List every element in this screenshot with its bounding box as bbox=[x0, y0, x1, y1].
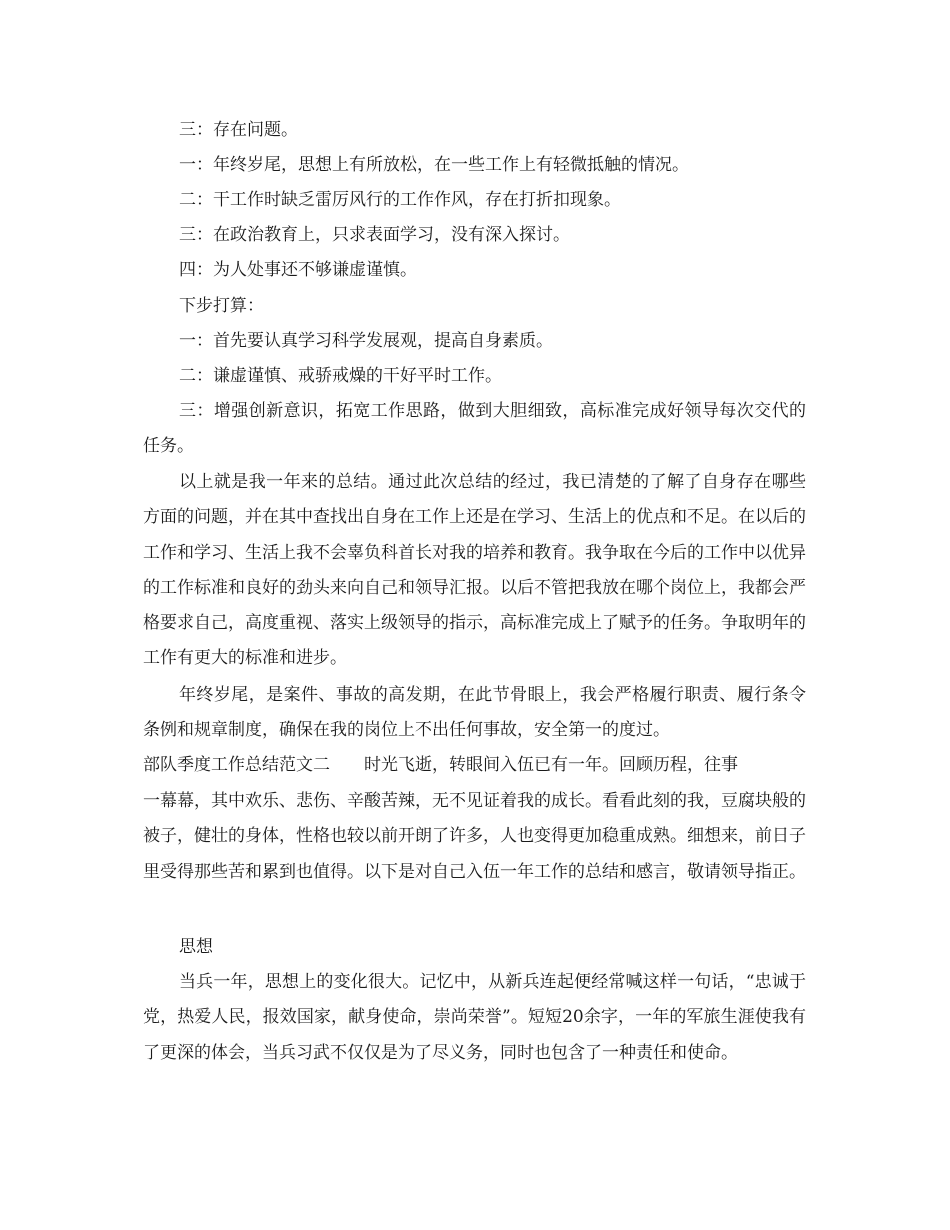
section-heading-problems: 三：存在问题。 bbox=[179, 120, 298, 140]
plan-item-1: 一：首先要认真学习科学发展观，提高自身素质。 bbox=[179, 331, 553, 351]
plan-item-3: 三：增强创新意识，拓宽工作思路，做到大胆细致，高标准完成好领导每次交代的任务。 bbox=[143, 401, 806, 457]
safety-paragraph: 年终岁尾，是案件、事故的高发期，在此节骨眼上，我会严格履行职责、履行条令条例和规章制度，确保在我的岗位上不出任何事故，安全第一的度过。 bbox=[143, 685, 806, 741]
problem-item-4: 四：为人处事还不够谦虚谨慎。 bbox=[179, 260, 417, 280]
summary-paragraph: 以上就是我一年来的总结。通过此次总结的经过，我已清楚的了解了自身存在哪些方面的问题，并在其中查找出自身在工作上还是在学习、生活上的优点和不足。在以后的工作和学习、生活上我不会辜负科首长对我的培养和教育。我争取在今后的工作中以优异的工作标准和良好的劲头来向自己和领导汇报。以后不管把我放在哪个岗位上，我都会严格要求自己，高度重视、落实上级领导的指示，高标准完成上了赋予的任务。争取明年的工作有更大的标准和进步。 bbox=[143, 472, 806, 669]
article-paragraph-1: 一幕幕，其中欢乐、悲伤、辛酸苦辣，无不见证着我的成长。看看此刻的我，豆腐块般的被子，健壮的身体，性格也较以前开朗了许多，人也变得更加稳重成熟。细想来，前日子里受得那些苦和累到也值得。以下是对自己入伍一年工作的总结和感言，敬请领导指正。 bbox=[143, 791, 806, 882]
article-opening: 时光飞逝，转眼间入伍已有一年。回顾历程，往事 bbox=[364, 755, 738, 775]
problem-item-1: 一：年终岁尾，思想上有所放松，在一些工作上有轻微抵触的情况。 bbox=[179, 155, 689, 175]
section-heading-thought: 思想 bbox=[179, 937, 213, 957]
article-title: 部队季度工作总结范文二 bbox=[143, 755, 330, 775]
section-heading-plan: 下步打算： bbox=[179, 296, 264, 316]
thought-paragraph: 当兵一年，思想上的变化很大。记忆中，从新兵连起便经常喊这样一句话，“忠诚于党，热爱人民，报效国家，献身使命，崇尚荣誉”。短短20余字，一年的军旅生涯使我有了更深的体会，当兵习武不仅仅是为了尽义务，同时也包含了一种责任和使命。 bbox=[143, 972, 806, 1063]
problem-item-2: 二：干工作时缺乏雷厉风行的工作作风，存在打折扣现象。 bbox=[179, 190, 621, 210]
problem-item-3: 三：在政治教育上，只求表面学习，没有深入探讨。 bbox=[179, 225, 570, 245]
plan-item-2: 二：谦虚谨慎、戒骄戒燥的干好平时工作。 bbox=[179, 366, 502, 386]
second-article-first-line bbox=[143, 748, 738, 783]
